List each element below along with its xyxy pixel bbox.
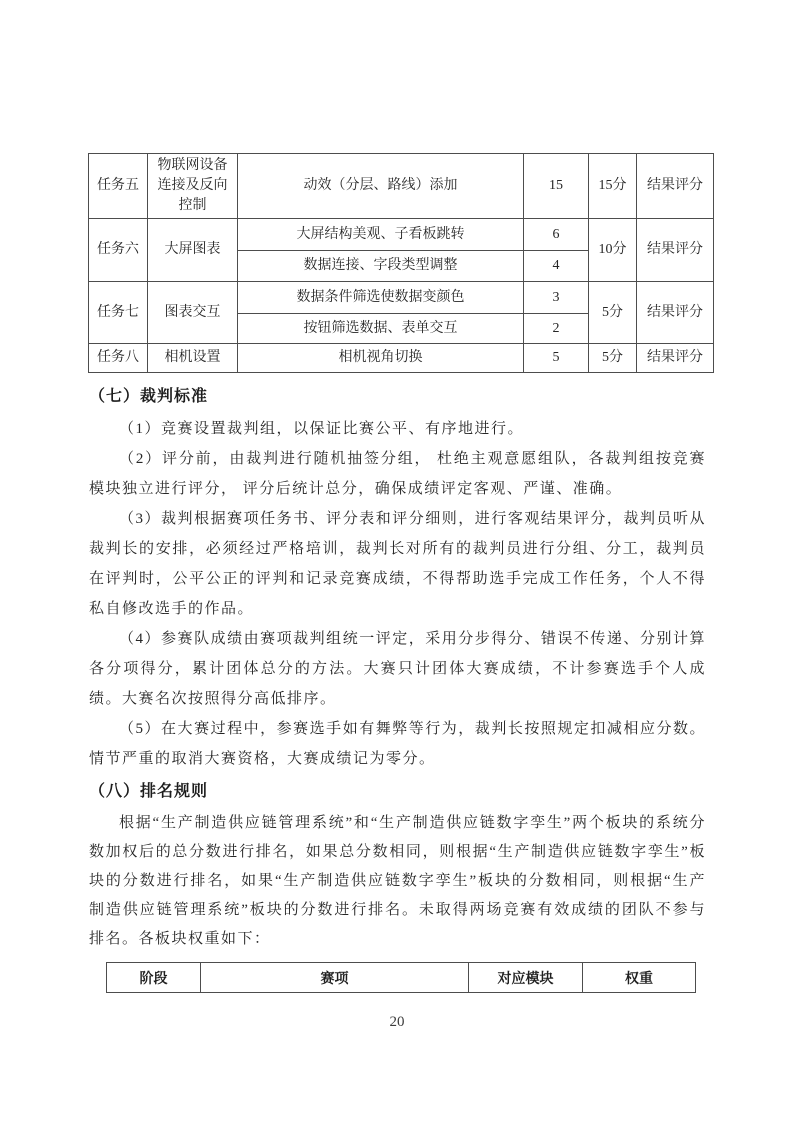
cell-module: 图表交互 <box>148 282 238 344</box>
table-row <box>89 344 714 373</box>
cell-method: 结果评分 <box>637 219 714 282</box>
cell-total: 15分 <box>589 154 637 219</box>
cell-criteria: 动效（分层、路线）添加 <box>238 154 524 219</box>
judging-paragraph-4: （4）参赛队成绩由赛项裁判组统一评定，采用分步得分、错误不传递、分别计算各分项得分，累计团体总分的方法。大赛只计团体大赛成绩，不计参赛选手个人成绩。大赛名次按照得分高低排序。 <box>89 631 706 707</box>
cell-points: 6 <box>524 219 589 251</box>
cell-total: 10分 <box>589 219 637 282</box>
cell-criteria: 数据条件筛选使数据变颜色 <box>238 282 524 314</box>
cell-method: 结果评分 <box>637 344 714 373</box>
header-module: 对应模块 <box>469 963 583 993</box>
cell-task: 任务八 <box>89 344 148 373</box>
page-number: 20 <box>389 1014 405 1030</box>
cell-points: 2 <box>524 314 589 344</box>
header-stage: 阶段 <box>107 963 201 993</box>
ranking-paragraph: 根据“生产制造供应链管理系统”和“生产制造供应链数字孪生”两个板块的系统分数加权后的总分数进行排名，如果总分数相同，则根据“生产制造供应链数字孪生”板块的分数进行排名，如果“生产制造供应链数字孪生”板块的分数相同，则根据“生产制造供应链管理系统”板块的分数进行排名。未取得两场竞赛有效成绩的团队不参与排名。各板块权重如下： <box>89 815 706 947</box>
cell-task: 任务五 <box>89 154 148 219</box>
judging-paragraph-1: （1）竞赛设置裁判组，以保证比赛公平、有序地进行。 <box>119 421 525 437</box>
weight-table <box>106 962 696 993</box>
table-row <box>89 219 714 251</box>
cell-total: 5分 <box>589 282 637 344</box>
judging-standards-section <box>89 383 706 774</box>
table-header-row <box>107 963 696 993</box>
ranking-rules-section <box>89 778 706 954</box>
cell-module: 大屏图表 <box>148 219 238 282</box>
cell-criteria: 按钮筛选数据、表单交互 <box>238 314 524 344</box>
judging-paragraph-2: （2）评分前，由裁判进行随机抽签分组， 杜绝主观意愿组队，各裁判组按竞赛模块独立进行评分， 评分后统计总分，确保成绩评定客观、严谨、准确。 <box>89 451 706 497</box>
cell-points: 4 <box>524 251 589 282</box>
cell-task: 任务七 <box>89 282 148 344</box>
header-weight: 权重 <box>583 963 696 993</box>
cell-task: 任务六 <box>89 219 148 282</box>
cell-criteria: 相机视角切换 <box>238 344 524 373</box>
judging-paragraph-5: （5）在大赛过程中，参赛选手如有舞弊等行为，裁判长按照规定扣减相应分数。情节严重的取消大赛资格，大赛成绩记为零分。 <box>89 721 706 767</box>
judging-paragraph-3: （3）裁判根据赛项任务书、评分表和评分细则，进行客观结果评分，裁判员听从裁判长的安排，必须经过严格培训，裁判长对所有的裁判员进行分组、分工，裁判员在评判时，公平公正的评判和记录竞赛成绩，不得帮助选手完成工作任务，个人不得私自修改选手的作品。 <box>89 511 706 617</box>
cell-points: 5 <box>524 344 589 373</box>
section-heading-ranking: （八）排名规则 <box>89 783 209 800</box>
section-heading-judging: （七）裁判标准 <box>89 388 209 405</box>
cell-points: 15 <box>524 154 589 219</box>
cell-module: 相机设置 <box>148 344 238 373</box>
cell-module: 物联网设备连接及反向控制 <box>148 154 238 219</box>
cell-method: 结果评分 <box>637 154 714 219</box>
table-row <box>89 154 714 219</box>
score-table <box>88 153 714 373</box>
cell-points: 3 <box>524 282 589 314</box>
cell-total: 5分 <box>589 344 637 373</box>
cell-criteria: 大屏结构美观、子看板跳转 <box>238 219 524 251</box>
table-row <box>89 282 714 314</box>
cell-method: 结果评分 <box>637 282 714 344</box>
header-event: 赛项 <box>201 963 469 993</box>
cell-criteria: 数据连接、字段类型调整 <box>238 251 524 282</box>
